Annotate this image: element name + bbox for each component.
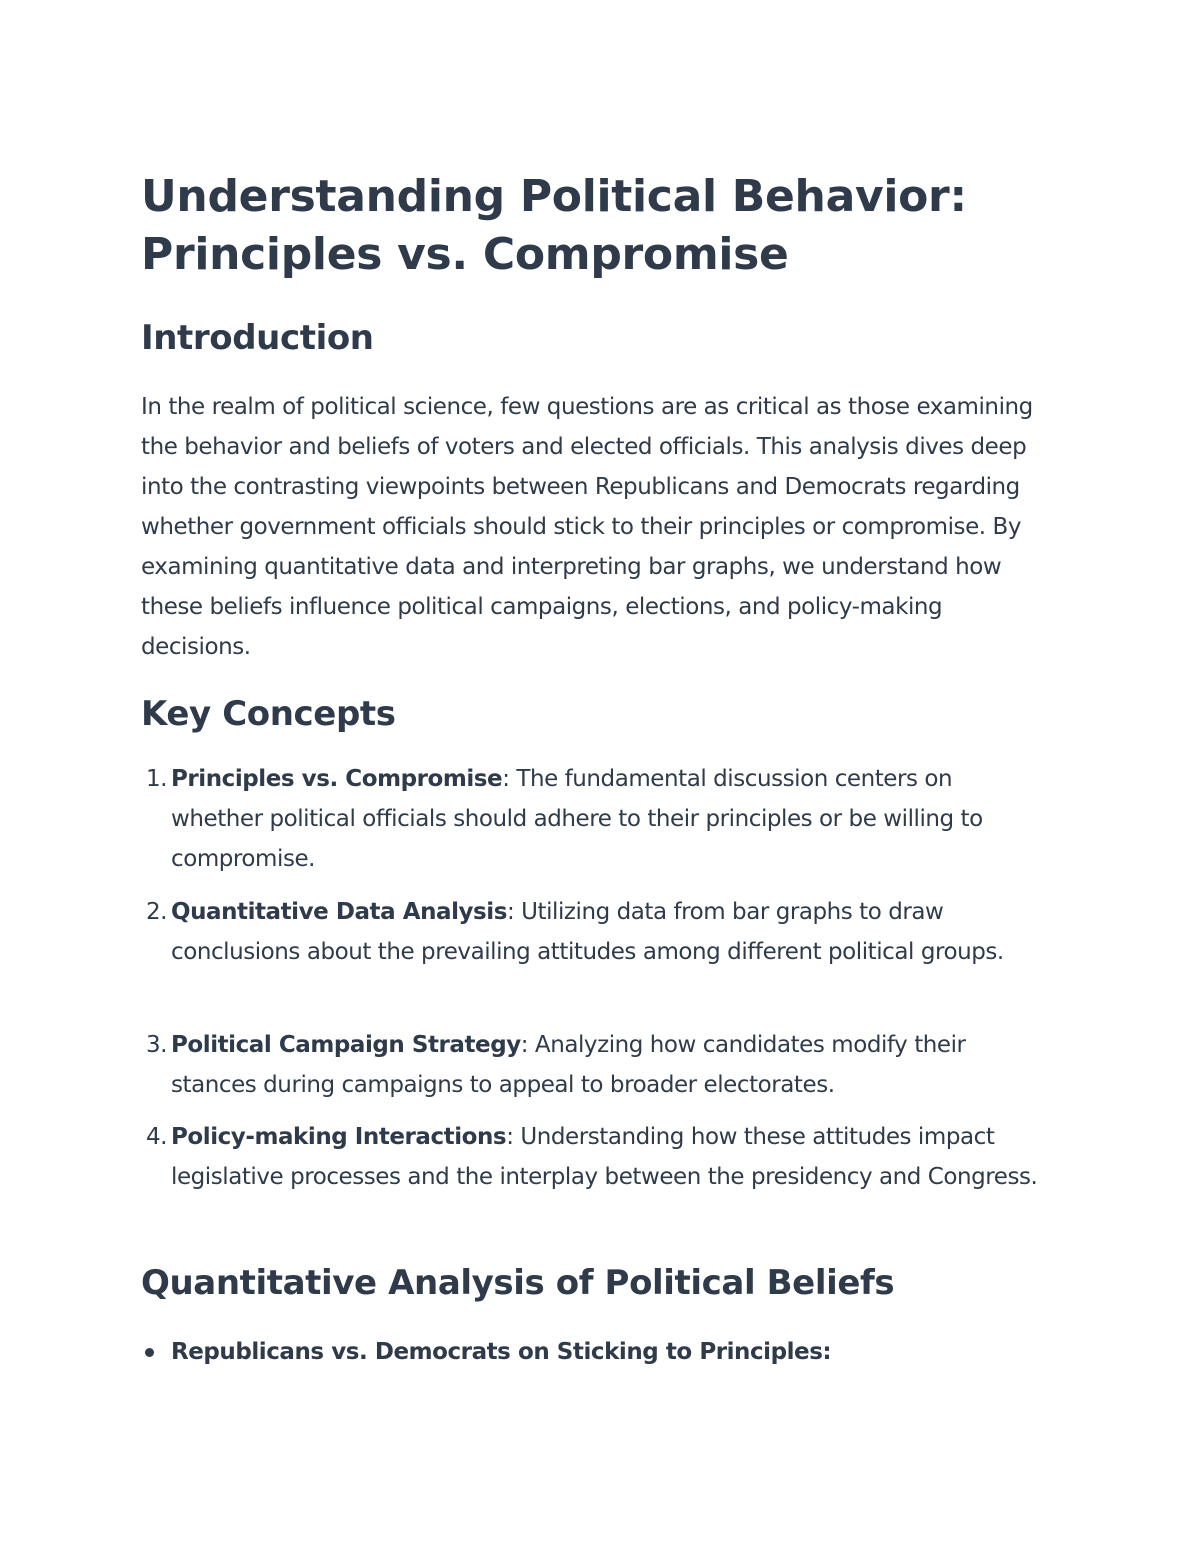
document-title: Understanding Political Behavior: Principles vs. Compromise <box>141 171 967 280</box>
key-concepts-heading: Key Concepts <box>141 694 396 734</box>
list-number: 2. <box>145 899 167 925</box>
introduction-heading: Introduction <box>141 318 374 358</box>
key-concept-term: Principles vs. Compromise <box>171 766 503 792</box>
key-concept-description: : Analyzing how candidates modify their stances during campaigns to appeal to broader electorates. <box>171 1032 966 1098</box>
key-concept-body <box>171 892 1046 972</box>
key-concept-term: Policy-making Interactions <box>171 1124 507 1150</box>
list-number: 4. <box>145 1124 167 1150</box>
bullet-text: Republicans vs. Democrats on Sticking to Principles: <box>171 1339 832 1365</box>
introduction-paragraph: In the realm of political science, few questions are as critical as those examining the behavior and beliefs of voters and elected officials. This analysis dives deep into the contrasting viewpoints between Republicans and Democrats regarding whether government officials should stick to their principles or compromise. By examining quantitative data and interpreting bar graphs, we understand how these beliefs influence political campaigns, elections, and policy-making decisions. <box>141 394 1033 660</box>
key-concept-term: Political Campaign Strategy <box>171 1032 521 1058</box>
key-concept-body <box>171 1025 1046 1105</box>
key-concept-body <box>171 759 1046 879</box>
key-concept-description: : Utilizing data from bar graphs to draw conclusions about the prevailing attitudes among different political groups. <box>171 899 1004 965</box>
key-concept-description: : The fundamental discussion centers on whether political officials should adhere to their principles or be willing to compromise. <box>171 766 983 872</box>
key-concept-description: : Understanding how these attitudes impact legislative processes and the interplay between the presidency and Congress. <box>171 1124 1038 1190</box>
bullet-dot-icon <box>145 1348 154 1357</box>
key-concept-term: Quantitative Data Analysis <box>171 899 507 925</box>
key-concept-body <box>171 1117 1046 1197</box>
quantitative-analysis-heading: Quantitative Analysis of Political Beliefs <box>141 1263 895 1303</box>
list-number: 3. <box>145 1032 167 1058</box>
list-number: 1. <box>145 766 167 792</box>
